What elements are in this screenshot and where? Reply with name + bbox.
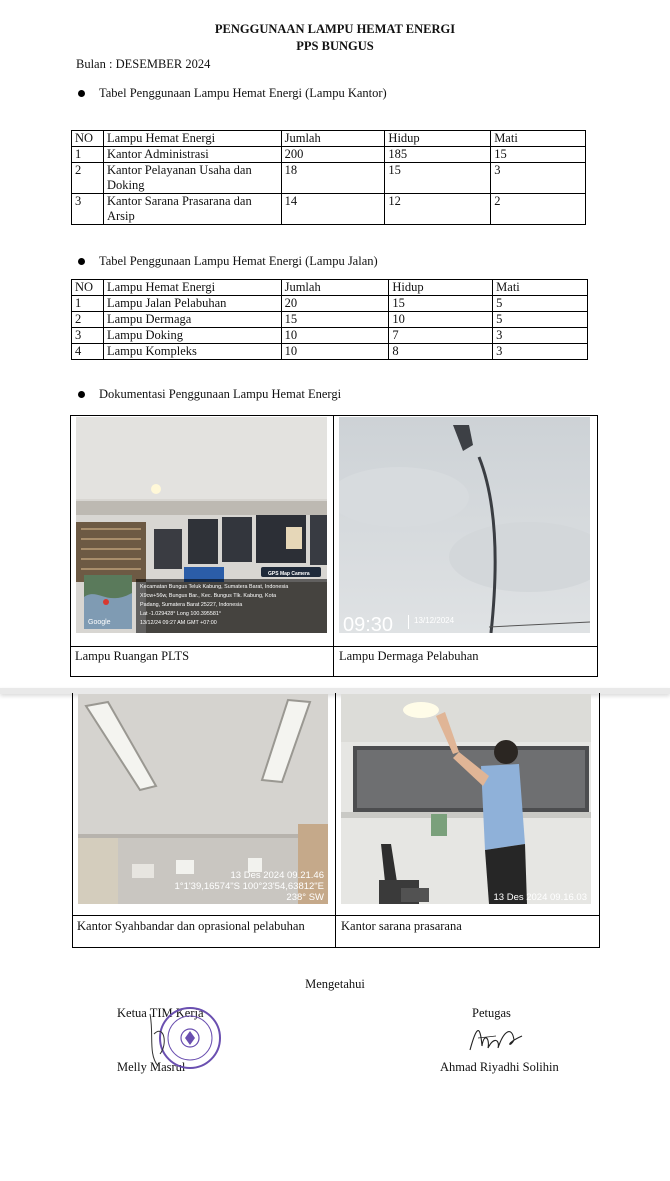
table-cell: 18 <box>281 163 385 194</box>
photo-stamp: 13 Des 2024 09.16.03 <box>493 892 587 903</box>
table-cell: Lampu Doking <box>103 328 281 344</box>
table-lampu-kantor <box>71 130 586 225</box>
col-header: Lampu Hemat Energi <box>103 280 281 296</box>
table-cell: 7 <box>389 328 493 344</box>
gps-line: Lat -1.029428° Long 100.395581° <box>140 611 222 617</box>
right-signer-name: Ahmad Riyadhi Solihin <box>440 1060 559 1074</box>
table-cell: 2 <box>491 194 586 225</box>
mengetahui-label: Mengetahui <box>305 977 365 991</box>
bullet-icon <box>78 391 85 398</box>
table-row <box>72 328 588 344</box>
gps-line: Kecamatan Bungus Teluk Kabung, Sumatera Barat, Indonesia <box>140 584 289 590</box>
table-cell: Lampu Jalan Pelabuhan <box>103 296 281 312</box>
photo-kantor-sarana <box>341 694 591 904</box>
gps-line: Padang, Sumatera Barat 25227, Indonesia <box>140 602 243 608</box>
table-cell: 10 <box>281 328 389 344</box>
left-signer-name: Melly Masrul <box>117 1060 186 1074</box>
table-row <box>72 312 588 328</box>
section-dokumentasi-heading: Dokumentasi Penggunaan Lampu Hemat Energi <box>78 387 341 402</box>
table-cell: Lampu Kompleks <box>103 344 281 360</box>
photo-kantor-syahbandar-image <box>78 694 328 904</box>
col-header: Mati <box>493 280 588 296</box>
caption-dermaga: Lampu Dermaga Pelabuhan <box>339 649 479 663</box>
table-cell: 15 <box>385 163 491 194</box>
table-lampu-jalan <box>71 279 588 360</box>
table-cell: 3 <box>491 163 586 194</box>
col-header: NO <box>72 280 104 296</box>
table-cell: 5 <box>493 312 588 328</box>
table-cell: 15 <box>491 147 586 163</box>
caption-ruangan-plts: Lampu Ruangan PLTS <box>75 649 190 663</box>
table-cell: 15 <box>389 296 493 312</box>
col-header: Mati <box>491 131 586 147</box>
map-logo-text: Google <box>88 619 111 626</box>
document-subtitle: PPS BUNGUS <box>296 39 374 53</box>
table-cell: 3 <box>72 328 104 344</box>
photo-ruangan-plts-image <box>76 417 327 633</box>
col-header: NO <box>72 131 104 147</box>
bullet-icon <box>78 258 85 265</box>
col-header: Hidup <box>389 280 493 296</box>
table-header-row <box>72 280 588 296</box>
table-cell: 3 <box>493 344 588 360</box>
col-header: Jumlah <box>281 131 385 147</box>
table-cell: 3 <box>72 194 104 225</box>
photo-stamp: 13 Des 2024 09.21.46 <box>230 870 324 881</box>
col-header: Hidup <box>385 131 491 147</box>
table-cell: 15 <box>281 312 389 328</box>
photo-grid-bottom <box>72 693 600 948</box>
table-row <box>72 344 588 360</box>
table-cell: 8 <box>389 344 493 360</box>
table-cell: Kantor Sarana Prasarana dan Arsip <box>103 194 281 225</box>
table-cell: 2 <box>72 163 104 194</box>
caption-kantor-syahbandar: Kantor Syahbandar dan oprasional pelabuhan <box>77 919 305 933</box>
table-header-row <box>72 131 586 147</box>
gps-line: X9cw+56w, Bungus Bar., Kec. Bungus Tlk. Kabung, Kota <box>140 593 277 599</box>
photo-ruangan-plts <box>76 417 327 633</box>
table-cell: 14 <box>281 194 385 225</box>
table-row <box>72 194 586 225</box>
photo-grid-top <box>70 415 598 677</box>
table-cell: 10 <box>389 312 493 328</box>
photo-stamp: 1°1'39,16574"S 100°23'54,63812"E <box>174 881 324 892</box>
photo-kantor-syahbandar <box>78 694 328 904</box>
table-row <box>72 163 586 194</box>
table-cell: Kantor Pelayanan Usaha dan Doking <box>103 163 281 194</box>
table-cell: 2 <box>72 312 104 328</box>
table-cell: 1 <box>72 147 104 163</box>
table-cell: 5 <box>493 296 588 312</box>
document-title: PENGGUNAAN LAMPU HEMAT ENERGI <box>214 22 456 36</box>
table-cell: 4 <box>72 344 104 360</box>
table-cell: 200 <box>281 147 385 163</box>
table-cell: 185 <box>385 147 491 163</box>
official-stamp-seal <box>140 1004 228 1074</box>
report-month: Bulan : DESEMBER 2024 <box>76 57 211 71</box>
table-cell: 12 <box>385 194 491 225</box>
photo-time: 09:30 <box>343 614 394 633</box>
section-jalan-heading: Tabel Penggunaan Lampu Hemat Energi (Lampu Jalan) <box>78 254 378 269</box>
section-kantor-heading: Tabel Penggunaan Lampu Hemat Energi (Lampu Kantor) <box>78 86 387 101</box>
table-cell: 1 <box>72 296 104 312</box>
table-cell: Kantor Administrasi <box>103 147 281 163</box>
petugas-signature <box>466 1018 526 1058</box>
gps-badge-text: GPS Map Camera <box>268 571 310 577</box>
table-cell: 20 <box>281 296 389 312</box>
col-header: Lampu Hemat Energi <box>103 131 281 147</box>
gps-line: 13/12/24 09:27 AM GMT +07:00 <box>140 620 217 626</box>
photo-stamp: 238° SW <box>286 892 324 903</box>
right-signer-role: Petugas <box>472 1006 511 1020</box>
bullet-icon <box>78 90 85 97</box>
photo-kantor-sarana-image <box>341 694 591 904</box>
table-cell: 3 <box>493 328 588 344</box>
photo-date: 13/12/2024 <box>414 616 455 625</box>
col-header: Jumlah <box>281 280 389 296</box>
table-row <box>72 147 586 163</box>
caption-kantor-sarana: Kantor sarana prasarana <box>341 919 462 933</box>
left-signer-role: Ketua TIM Kerja <box>117 1006 204 1020</box>
table-row <box>72 296 588 312</box>
photo-dermaga-image <box>339 417 590 633</box>
photo-dermaga <box>339 417 590 633</box>
table-cell: 10 <box>281 344 389 360</box>
table-cell: Lampu Dermaga <box>103 312 281 328</box>
